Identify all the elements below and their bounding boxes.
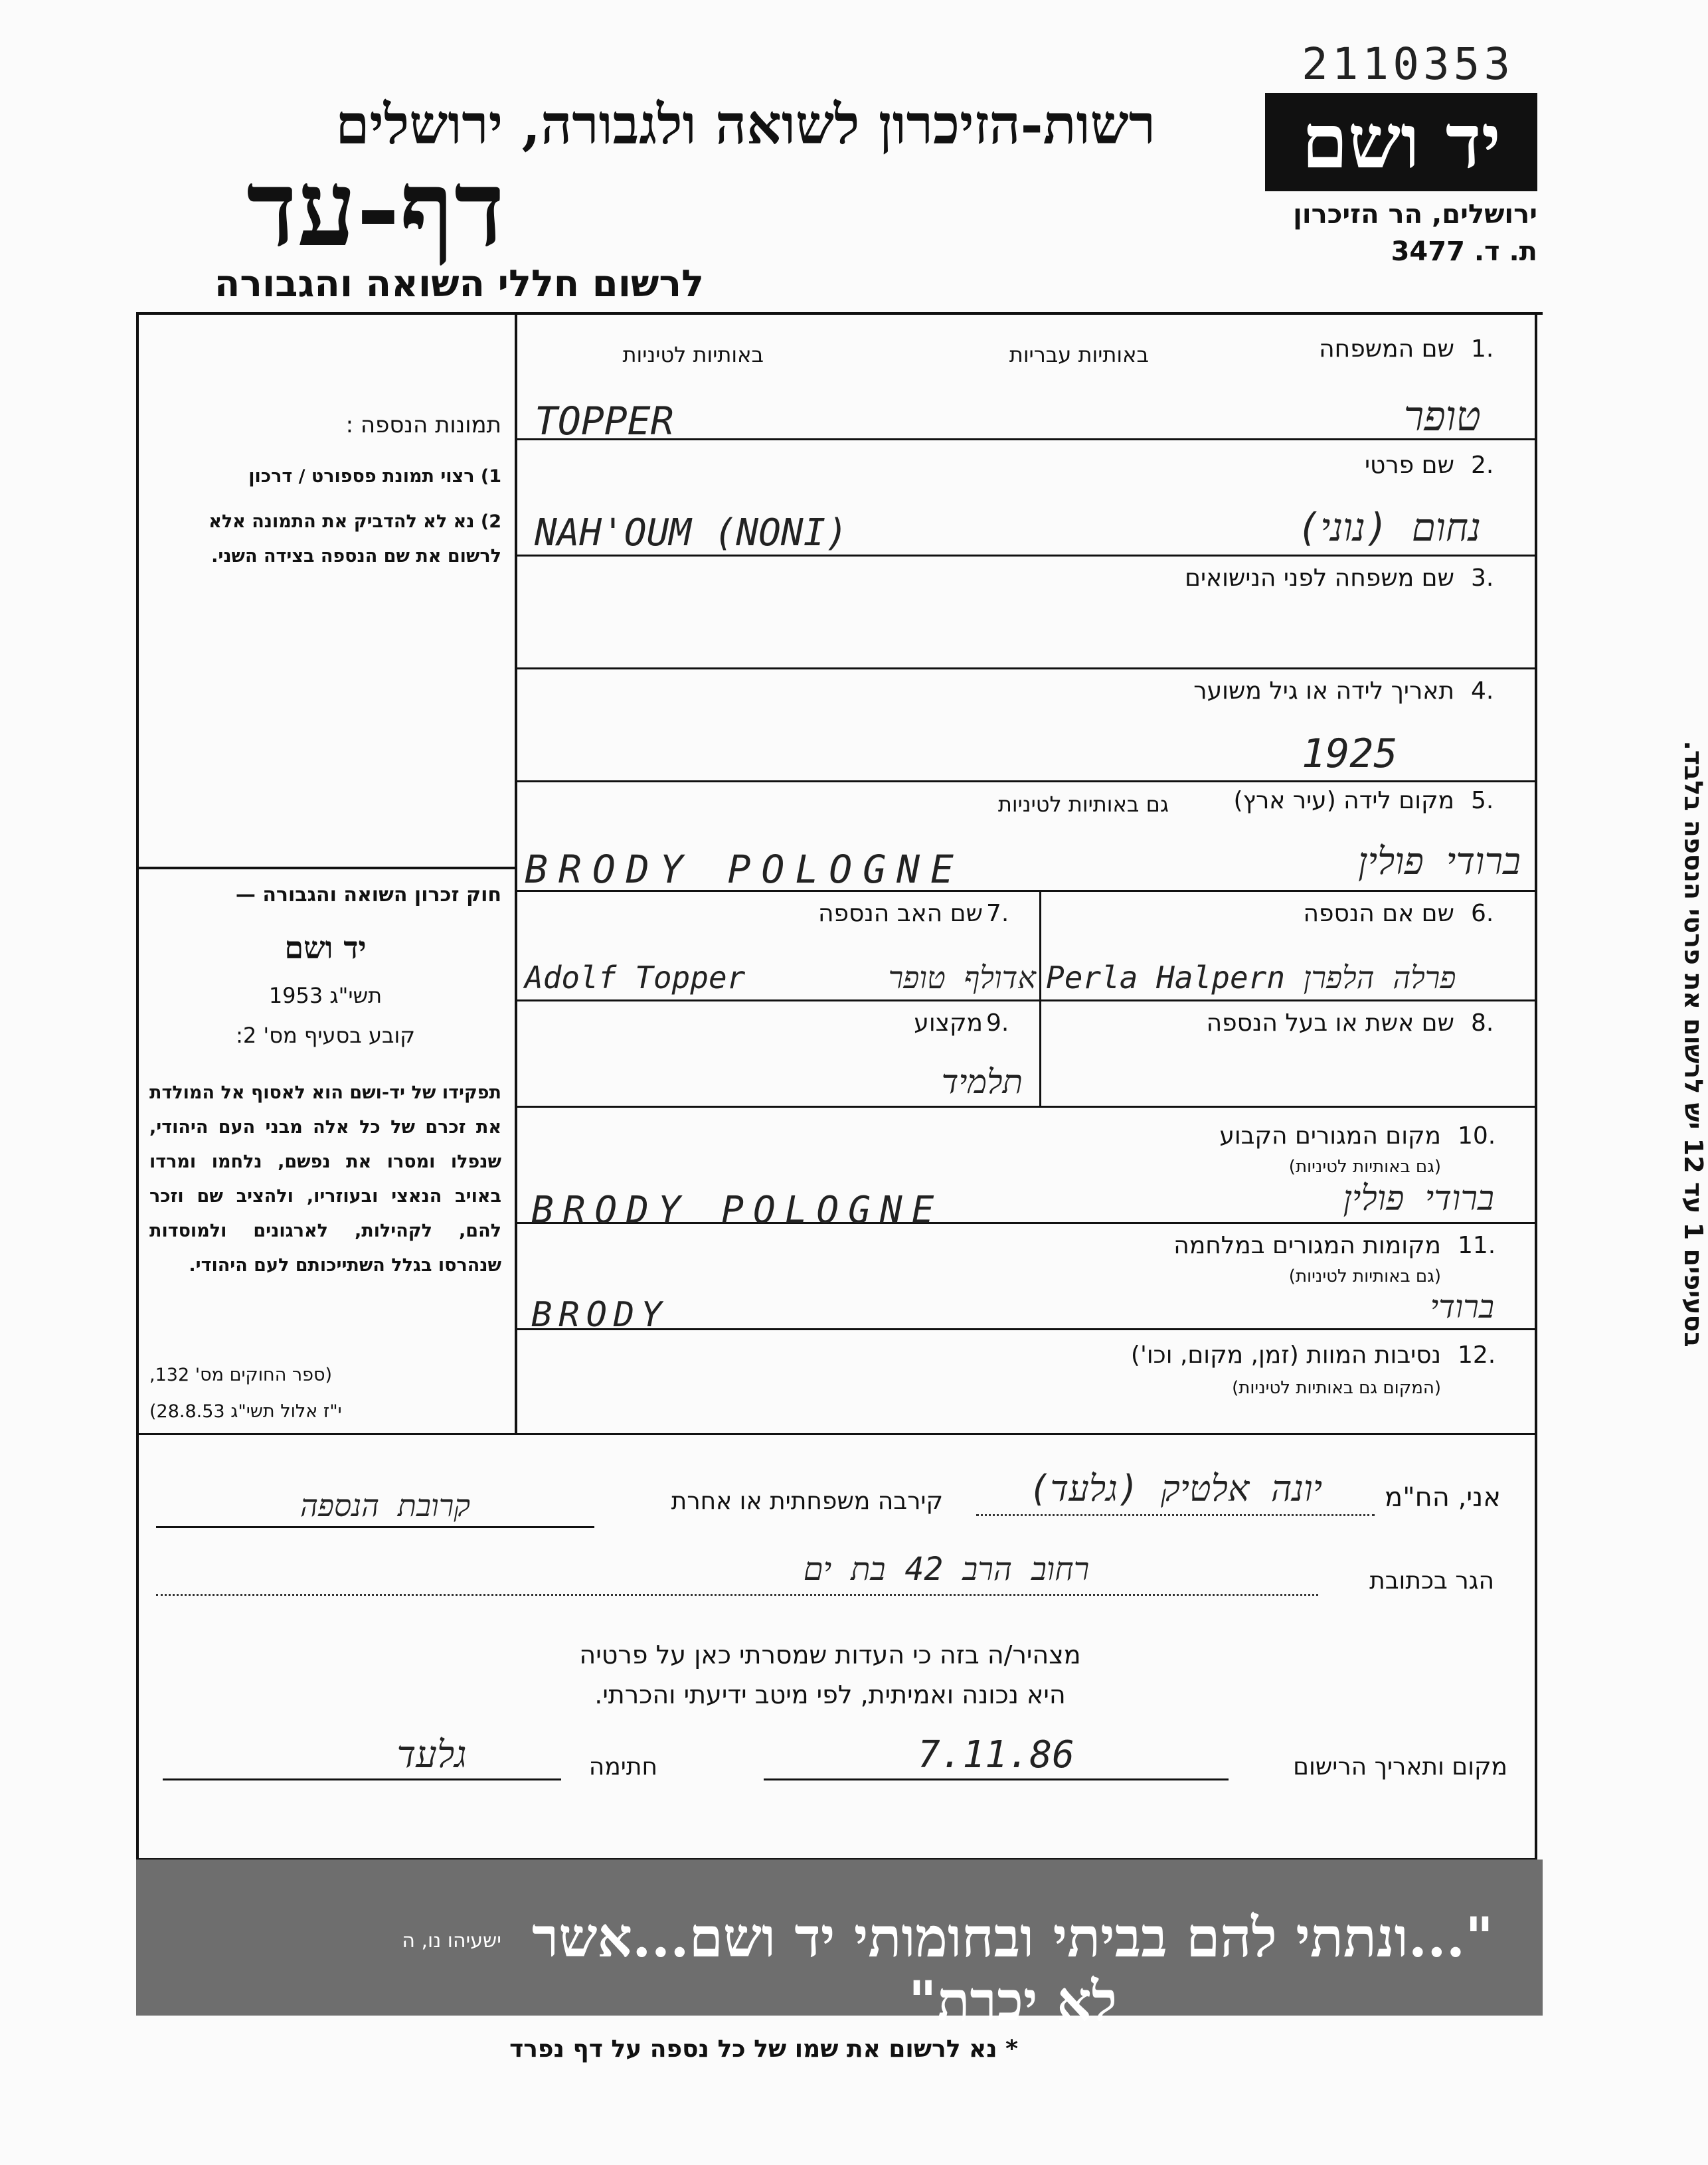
- law-source: (ספר החוקים מס' 132,: [149, 1365, 333, 1385]
- side-note: בסעיפים 1 עד 12 יש לרשום את פרטי הנספה בלבד.: [1679, 740, 1708, 1347]
- field-5-value-latin: BRODY POLOGNE: [525, 847, 964, 892]
- address-line-2: ת. ד. 3477: [1391, 236, 1537, 267]
- field-3-label: שם משפחה לפני הנישואים: [1185, 564, 1454, 592]
- field-10-label: מקום המגורים הקבוע: [1219, 1122, 1441, 1150]
- field-5-number: 5.: [1471, 787, 1494, 814]
- field-6-value: Perla Halpern פרלה הלפרן: [1046, 960, 1456, 996]
- field-1-number: 1.: [1471, 335, 1494, 363]
- field-11-number: 11.: [1458, 1232, 1496, 1259]
- field-11-sub: (גם באותיות לטיניות): [1288, 1266, 1441, 1286]
- field-5-latin-note: גם באותיות לטיניות: [997, 792, 1169, 817]
- field-2-value-hebrew: נחום (נוני): [1297, 505, 1481, 550]
- field-10-value-hebrew: ברודי פולין: [1343, 1179, 1494, 1219]
- photo-note-2: 2) נא לא להדביק את התמונה אלא לרשום את שם הנספה בצידה השני.: [209, 511, 501, 566]
- field-11-value-hebrew: ברודי: [1430, 1288, 1494, 1326]
- declarant-value: יונה אלטיק (גלעד): [1028, 1468, 1323, 1510]
- signature-value: גלעד: [396, 1733, 467, 1776]
- banner-quote: "...ונתתי להם בביתי ובחומותי יד ושם...אשר לא יכרת": [532, 1906, 1494, 2034]
- law-name: יד ושם: [284, 930, 367, 966]
- footer-note: * נא לרשום את שמו של כל נספה על דף נפרד: [509, 2035, 1018, 2063]
- field-11-value-latin: BRODY: [531, 1295, 669, 1335]
- field-12-number: 12.: [1458, 1342, 1496, 1369]
- law-date: י"ז אלול תשי"ג 28.8.53): [149, 1401, 342, 1422]
- field-3-number: 3.: [1471, 564, 1494, 592]
- field-12-sub: (המקום גם באותיות לטיניות): [1232, 1378, 1441, 1398]
- field-11-label: מקומות המגורים במלחמה: [1173, 1232, 1441, 1259]
- declarant-label: אני, הח"מ: [1385, 1482, 1501, 1513]
- field-7-value-latin: Adolf Topper: [525, 960, 746, 996]
- field-4-value: 1925: [1302, 731, 1398, 777]
- address-label: הגר בכתובת: [1369, 1567, 1494, 1595]
- field-9-value: תלמיד: [941, 1063, 1023, 1101]
- statement-line-1: מצהיר/ה בזה כי העדות שמסרתי כאן על פרטיה: [579, 1640, 1081, 1670]
- field-10-sub: (גם באותיות לטיניות): [1288, 1157, 1441, 1177]
- field-5-label: מקום לידה (עיר ארץ): [1233, 787, 1454, 814]
- page-title: דף-עד: [246, 147, 505, 270]
- yad-vashem-logo: יד ושם: [1265, 93, 1537, 191]
- field-1-value-hebrew: טופר: [1403, 392, 1481, 440]
- photo-title: תמונות הנספה :: [345, 412, 501, 438]
- field-5-value-hebrew: ברודי פולין: [1358, 840, 1521, 883]
- law-text: תפקידו של יד-ושם הוא לאסוף אל המולדת את זכרם של כל אלה מבני העם היהודי, שנפלו ומסרו את נפשם, נלחמו ומרדו באויב הנאצי ובעוזריו, ולהציב שם וזכר להם, לקהילות, לארגונים ולמוסדות שנהרסו בגלל השתייכותם לעם היהודי.: [149, 1082, 501, 1276]
- place-date-value: 7.11.86: [917, 1733, 1074, 1776]
- field-6-label: שם אם הנספה: [1303, 900, 1454, 927]
- address-line-1: ירושלים, הר הזיכרון: [1293, 199, 1537, 230]
- field-7-label: שם האב הנספה: [818, 900, 983, 927]
- field-1-col-latin: באותיות לטיניות: [622, 342, 764, 367]
- field-10-number: 10.: [1458, 1122, 1496, 1150]
- field-7-number: 7.: [986, 900, 1009, 927]
- law-title: חוק זכרון השואה והגבורה —: [235, 883, 501, 907]
- address-value: רחוב הרב 42 בת ים: [803, 1551, 1090, 1588]
- statement-line-2: היא נכונה ואמיתית, לפי מיטב ידיעתי והכרתי.: [594, 1680, 1066, 1709]
- relation-value: קרובת הנספה: [299, 1488, 471, 1523]
- field-2-label: שם פרטי: [1364, 452, 1454, 479]
- banner-source: ישעיהו נו, ה: [402, 1929, 501, 1952]
- field-9-number: 9.: [986, 1009, 1009, 1037]
- field-1-value-latin: TOPPER: [535, 398, 674, 444]
- page-subtitle: לרשום חללי השואה והגבורה: [214, 262, 704, 305]
- law-clause: קובע בסעיף מס' 2:: [236, 1023, 415, 1048]
- field-10-value-latin: BRODY POLOGNE: [531, 1189, 944, 1232]
- field-9-label: מקצוע: [914, 1009, 983, 1037]
- field-12-label: נסיבות המוות (זמן, מקום, וכו'): [1130, 1342, 1441, 1369]
- field-7-value-hebrew: אדולף טופר: [888, 960, 1036, 996]
- document-number: 2110353: [1302, 39, 1515, 90]
- law-year: תשי"ג 1953: [268, 983, 383, 1008]
- field-6-number: 6.: [1471, 900, 1494, 927]
- field-2-number: 2.: [1471, 452, 1494, 479]
- place-date-label: מקום ותאריך הרישום: [1293, 1753, 1507, 1780]
- field-1-label: שם המשפחה: [1319, 335, 1454, 363]
- quote-banner: [136, 1860, 1543, 2034]
- photo-note-1: 1) רצוי תמונת פספורט / דרכון: [248, 466, 501, 487]
- field-2-value-latin: NAH'OUM (NONI): [535, 511, 849, 555]
- field-8-number: 8.: [1471, 1009, 1494, 1037]
- relation-label: קירבה משפחתית או אחרת: [671, 1488, 943, 1515]
- field-4-number: 4.: [1471, 677, 1494, 705]
- field-1-col-hebrew: באותיות עבריות: [1009, 342, 1149, 367]
- signature-label: חתימה: [588, 1753, 657, 1780]
- field-8-label: שם אשת או בעל הנספה: [1206, 1009, 1454, 1037]
- authority-title: רשות-הזיכרון לשואה ולגבורה, ירושלים: [335, 93, 1155, 157]
- field-4-label: תאריך לידה או גיל משוער: [1193, 677, 1454, 705]
